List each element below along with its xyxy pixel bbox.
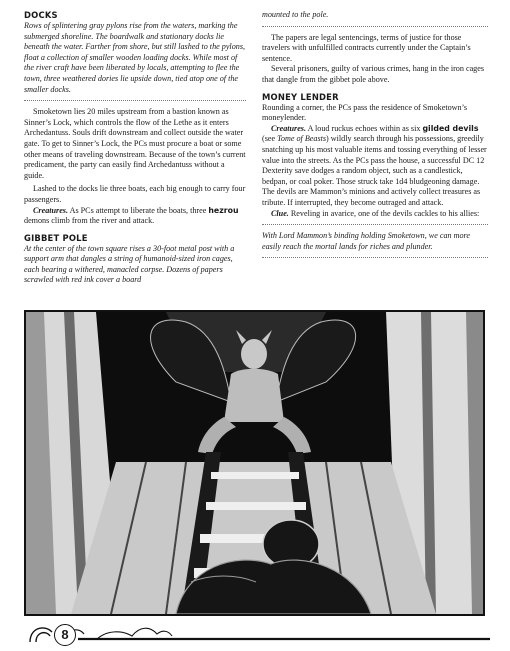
clue-paragraph: Clue. Reveling in avarice, one of the devils cackles to his allies:	[271, 208, 480, 218]
docks-creatures-paragraph: Creatures. As PCs attempt to liberate the boats, three hezrou demons climb from the river and attack.	[24, 205, 239, 226]
gilded-devils-term: gilded devils	[422, 123, 479, 133]
devil-quote: With Lord Mammon’s binding holding Smoketown, we can more easily reach the mortal lands for riches and plunder.	[262, 231, 471, 251]
gibbet-paragraph-1: The papers are legal sentencings, terms of justice for those travelers with unfulfilled contracts currently under the Captain’s sentence.	[262, 32, 471, 63]
page-footer	[22, 616, 490, 644]
illustration-devil-on-ladder	[24, 310, 485, 616]
money-creatures-paragraph: Creatures. A loud ruckus echoes within as six gilded devils (see Tome of Beasts) wildly search through his possessions, greedily snatching up his most valuable items and tossing everything of lesser value into the streets. As the PCs pass the house, a successful DC 12 Dexterity save dodges a random object, such as a candlestick, bedpan, or coal poker. Those struck take 1d4 bludgeoning damage. The devils are Mammon’s minions and actively collect treasures as tribute. If interrupted, they become outraged and attack.	[262, 123, 487, 207]
gibbet-boxed-text: At the center of the town square rises a 30-foot metal post with a support arm that dangles a string of humanoid-sized iron cages, each bearing a withered, manacled corpse. Dozens of papers scrawled with red ink cover a board	[24, 243, 235, 285]
footer-ornament-icon	[22, 616, 490, 644]
gibbet-heading: GIBBET POLE	[24, 232, 88, 243]
left-column	[24, 10, 246, 286]
money-paragraph-1: Rounding a corner, the PCs pass the residence of Smoketown’s moneylender.	[262, 102, 468, 123]
money-lender-heading: MONEY LENDER	[262, 91, 339, 102]
creatures-label: Creatures.	[33, 205, 68, 215]
illustration-svg	[26, 312, 483, 614]
divider	[262, 26, 488, 27]
docks-paragraph-1: Smoketown lies 20 miles upstream from a bastion known as Sinner’s Lock, which controls the flow of the Lethe as it enters Archedantuss. Souls drift downstream and collect outside the water gate. To get to Sinner’s Lock, the PCs must procure a boat or some other means of traveling downstream. Because of the town’s current predicament, the party can easily find Archedantuss without a guide.	[24, 107, 246, 180]
gibbet-boxed-text-continued: mounted to the pole.	[262, 10, 329, 19]
docks-paragraph-2: Lashed to the docks lie three boats, each big enough to carry four passengers.	[24, 184, 246, 204]
divider	[24, 100, 246, 101]
divider	[262, 257, 488, 258]
page-number: 8	[54, 624, 76, 646]
right-column	[262, 10, 488, 264]
clue-label: Clue.	[271, 208, 289, 218]
docks-boxed-text: Rows of splintering gray pylons rise from the waters, marking the submerged shoreline. The boardwalk and stationary docks lie beneath the water. Farther from shore, but still lashed to the pylons, float a collection of smaller wooden loading docks. While most of the river craft have been liberated by locals, attempting to flee the town, three weathered dories lie upside down, tied atop one of the smaller docks.	[24, 21, 246, 94]
hezrou-term: hezrou	[208, 205, 239, 215]
divider	[262, 224, 488, 225]
docks-heading: DOCKS	[24, 10, 58, 20]
gibbet-paragraph-2: Several prisoners, guilty of various crimes, hang in the iron cages that dangle from the gibbet pole above.	[262, 64, 484, 84]
creatures-label: Creatures.	[271, 123, 306, 133]
tome-of-beasts-ref: Tome of Beasts	[277, 134, 327, 144]
